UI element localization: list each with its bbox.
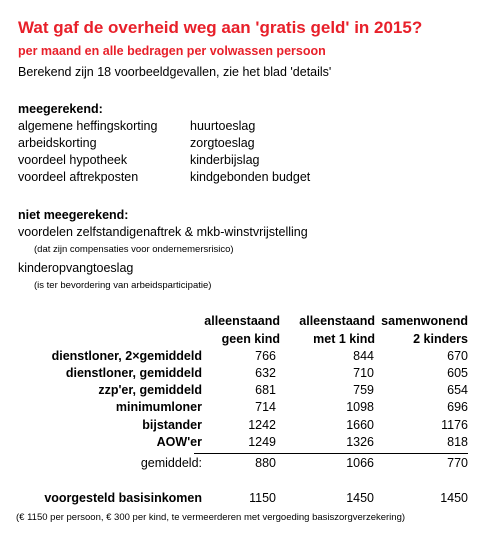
column-header: geen kind (221, 332, 280, 346)
table-cell: 681 (255, 383, 276, 397)
included-item: kinderbijslag (190, 153, 260, 167)
excluded-note: (is ter bevordering van arbeidsparticipatie) (34, 280, 212, 291)
row-label: dienstloner, 2×gemiddeld (51, 349, 202, 363)
table-cell: 632 (255, 366, 276, 380)
excluded-note: (dat zijn compensaties voor ondernemersrisico) (34, 244, 234, 255)
table-cell: 710 (353, 366, 374, 380)
excluded-item: voordelen zelfstandigenaftrek & mkb-winstvrijstelling (18, 225, 308, 239)
average-label: gemiddeld: (140, 456, 202, 470)
excluded-item: kinderopvangtoeslag (18, 261, 134, 275)
page-subtitle: per maand en alle bedragen per volwassen persoon (18, 44, 326, 58)
excluded-heading: niet meegerekend: (18, 208, 129, 222)
footnote: (€ 1150 per persoon, € 300 per kind, te vermeerderen met vergoeding basiszorgverzekering) (16, 512, 406, 523)
proposed-cell: 1450 (346, 491, 374, 505)
page-title: Wat gaf de overheid weg aan 'gratis geld' in 2015? (18, 18, 423, 37)
proposed-cell: 1150 (249, 491, 276, 505)
proposed-label: voorgesteld basisinkomen (44, 491, 202, 505)
row-label: minimumloner (115, 400, 202, 414)
column-header: samenwonend (381, 314, 468, 328)
column-header: met 1 kind (313, 332, 375, 346)
included-item: voordeel hypotheek (18, 153, 128, 167)
table-cell: 605 (447, 366, 468, 380)
included-item: arbeidskorting (18, 136, 97, 150)
table-cell: 1326 (346, 435, 374, 449)
row-label: bijstander (142, 418, 202, 432)
row-label: AOW'er (156, 435, 202, 449)
proposed-cell: 1450 (440, 491, 468, 505)
table-cell: 1660 (346, 418, 374, 432)
table-cell: 696 (447, 400, 468, 414)
column-header: alleenstaand (299, 314, 375, 328)
included-heading: meegerekend: (18, 102, 103, 116)
table-cell: 844 (353, 349, 374, 363)
table-divider (194, 453, 468, 454)
included-item: zorgtoeslag (190, 136, 255, 150)
included-item: algemene heffingskorting (18, 119, 158, 133)
table-cell: 759 (353, 383, 374, 397)
included-item: voordeel aftrekposten (18, 170, 139, 184)
table-cell: 818 (447, 435, 468, 449)
average-cell: 880 (255, 456, 276, 470)
average-cell: 1066 (346, 456, 374, 470)
table-cell: 1242 (248, 418, 276, 432)
row-label: dienstloner, gemiddeld (65, 366, 202, 380)
table-cell: 1176 (441, 418, 468, 432)
table-cell: 654 (447, 383, 468, 397)
intro-text: Berekend zijn 18 voorbeeldgevallen, zie het blad 'details' (18, 65, 332, 79)
table-cell: 766 (255, 349, 276, 363)
table-cell: 1098 (346, 400, 374, 414)
included-item: kindgebonden budget (190, 170, 311, 184)
average-cell: 770 (447, 456, 468, 470)
included-item: huurtoeslag (190, 119, 256, 133)
column-header: 2 kinders (413, 332, 468, 346)
table-cell: 1249 (248, 435, 276, 449)
row-label: zzp'er, gemiddeld (98, 383, 202, 397)
table-cell: 714 (255, 400, 276, 414)
table-cell: 670 (447, 349, 468, 363)
column-header: alleenstaand (204, 314, 280, 328)
